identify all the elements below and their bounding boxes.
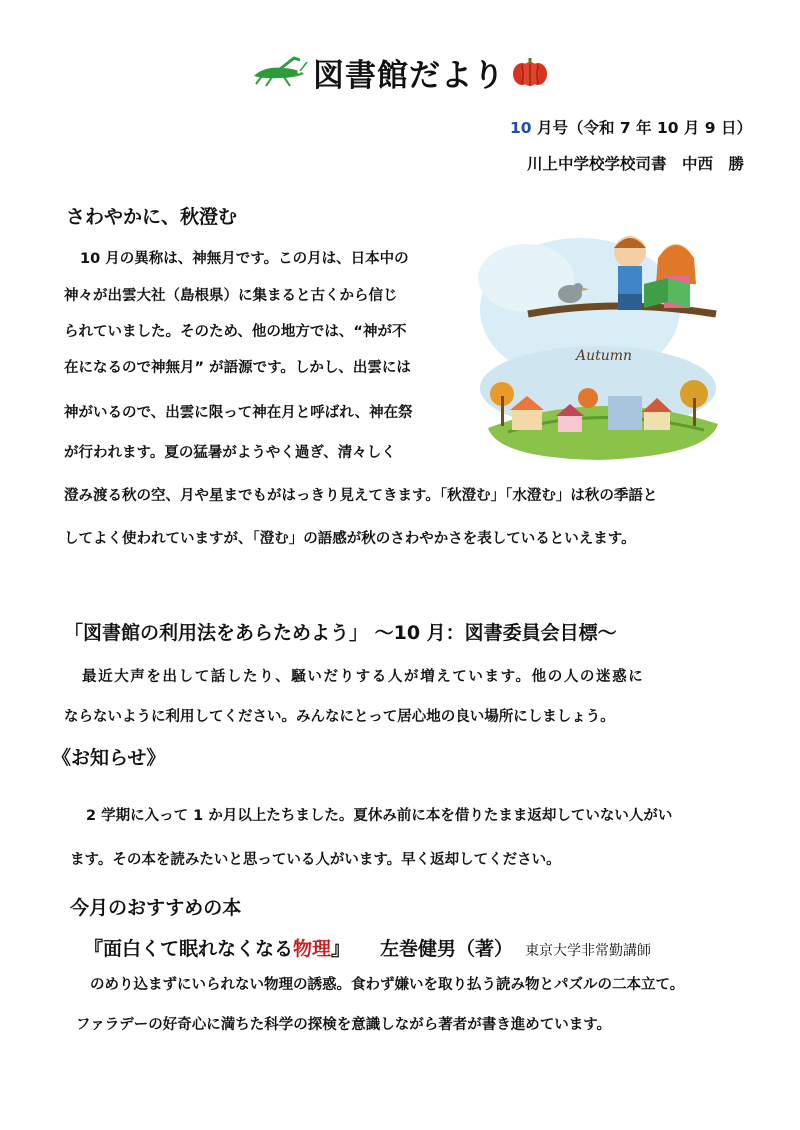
section-heading-library-rules: 「図書館の利用法をあらためよう」 ～10 月：図書委員会目標～ (64, 622, 617, 644)
autumn-illustration (468, 218, 730, 466)
paragraph-line: ます。その本を読みたいと思っている人がいます。早く返却してください。 (70, 852, 561, 868)
autumn-label: Autumn (576, 348, 633, 364)
issue-date (510, 116, 752, 138)
author: 川上中学校学校司書 中西 勝 (526, 155, 744, 173)
issue-number: 10 (510, 119, 532, 137)
paragraph-line: 神々が出雲大社（島根県）に集まると古くから信じ (64, 288, 398, 304)
paragraph-line: 在になるので神無月” が語源です。しかし、出雲には (64, 360, 411, 376)
paragraph-line: してよく使われていますが、「澄む」の語感が秋のさわやかさを表しているといえます。 (64, 531, 636, 547)
page-title: 図書館だより (313, 58, 505, 94)
section-heading-recommended: 今月のおすすめの本 (70, 897, 242, 919)
book-affiliation: 東京大学非常勤講師 (525, 943, 652, 959)
paragraph-line: 2 学期に入って 1 か月以上たちました。夏休み前に本を借りたまま返却していない人がい (86, 808, 673, 824)
paragraph-line: 神がいるので、出雲に限って神在月と呼ばれ、神在祭 (64, 405, 413, 421)
paragraph-line: 10 月の異称は、神無月です。この月は、日本中の (80, 251, 409, 267)
section-heading-notice: 《お知らせ》 (52, 747, 166, 769)
book-title-open: 『面白くて眠れなくなる (84, 938, 294, 960)
issue-date-text: 月号（令和 7 年 10 月 9 日） (531, 119, 752, 137)
grasshopper-icon (250, 54, 308, 92)
pumpkin-icon (510, 55, 550, 91)
section-heading-autumn: さわやかに、秋澄む (66, 206, 238, 228)
paragraph-line: られていました。そのため、他の地方では、“神が不 (64, 324, 407, 340)
paragraph-line: ならないように利用してください。みんなにとって居心地の良い場所にしましょう。 (64, 709, 615, 725)
book-title-highlight: 物理 (293, 938, 332, 960)
paragraph-line: のめり込まずにいられない物理の誘惑。食わず嫌いを取り払う読み物とパズルの二本立て。 (90, 977, 685, 993)
title-row (0, 50, 800, 95)
book-title-close: 』 (331, 938, 351, 960)
book-author: 左巻健男（著） (380, 938, 514, 960)
paragraph-line: 最近大声を出して話したり、騒いだりする人が増えています。他の人の迷惑に (82, 669, 645, 685)
paragraph-line: が行われます。夏の猛暑がようやく過ぎ、清々しく (64, 445, 396, 461)
paragraph-line: ファラデーの好奇心に満ちた科学の探検を意識しながら著者が書き進めています。 (76, 1017, 612, 1033)
paragraph-line: 澄み渡る秋の空、月や星までもがはっきり見えてきます。「秋澄む」「水澄む」は秋の季語と (64, 488, 658, 504)
recommended-book (84, 934, 651, 961)
